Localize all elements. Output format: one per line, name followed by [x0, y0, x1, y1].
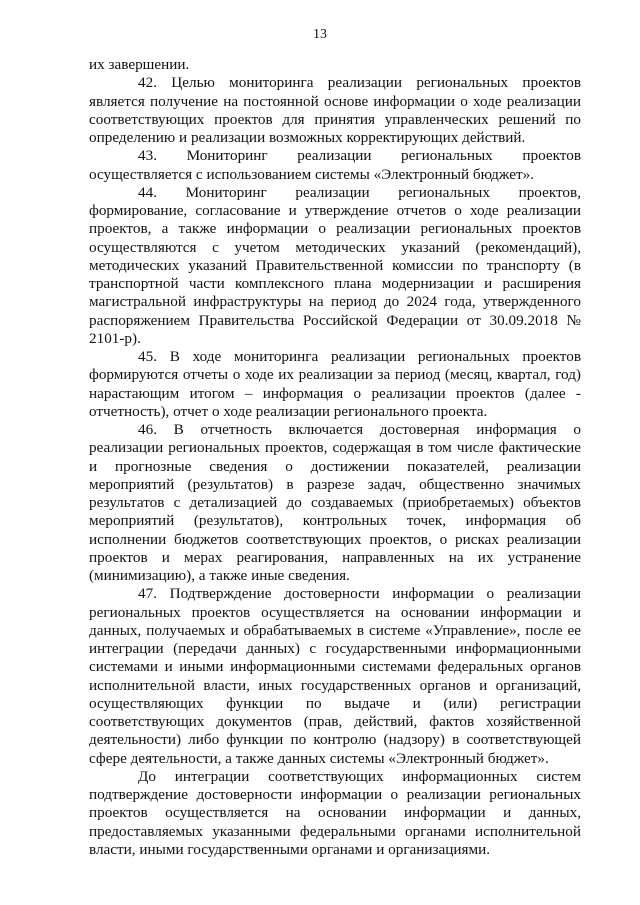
paragraph-47: 47. Подтверждение достоверности информации о реализации региональных проектов осуществляется на основании информации и данных, получаемых и обрабатываемых в системе «Управление», после ее интеграции (передачи данных) с государственными информационными системами и иными информационными системами федеральных органов исполнительной власти, иных государственных органов и организаций, осуществляющих функции по выдаче и (или) регистрации соответствующих документов (прав, действий, фактов хозяйственной деятельности) либо функции по контролю (надзору) в соответствующей сфере деятельности, а также данных системы «Электронный бюджет». — [89, 585, 581, 767]
paragraph-continuation: их завершении. — [89, 56, 190, 73]
page-number: 13 — [313, 27, 327, 42]
document-body — [89, 56, 581, 859]
paragraph-43: 43. Мониторинг реализации региональных проектов осуществляется с использованием системы «Электронный бюджет». — [89, 147, 581, 183]
paragraph-46: 46. В отчетность включается достоверная информация о реализации региональных проектов, содержащая в том числе фактические и прогнозные сведения о достижении показателей, реализации мероприятий (результатов) в разрезе задач, общественно значимых результатов с детализацией до создаваемых (приобретаемых) объектов мероприятий (результатов), контрольных точек, информация об исполнении бюджетов соответствующих проектов, о рисках реализации проектов и мерах реагирования, направленных на их устранение (минимизацию), а также иные сведения. — [89, 421, 581, 584]
paragraph-42: 42. Целью мониторинга реализации региональных проектов является получение на постоянной основе информации о ходе реализации соответствующих проектов для принятия управленческих решений по определению и реализации возможных корректирующих действий. — [89, 74, 581, 146]
paragraph-44: 44. Мониторинг реализации региональных проектов, формирование, согласование и утверждение отчетов о ходе реализации проектов, а также информации о реализации региональных проектов осуществляются с учетом методических указаний (рекомендаций), методических указаний Правительственной комиссии по транспорту (в транспортной части комплексного плана модернизации и расширения магистральной инфраструктуры на период до 2024 года, утвержденного распоряжением Правительства Российской Федерации от 30.09.2018 № 2101-р). — [89, 183, 581, 347]
paragraph-45: 45. В ходе мониторинга реализации региональных проектов формируются отчеты о ходе их реализации за период (месяц, квартал, год) нарастающим итогом – информация о реализации проектов (далее - отчетность), отчет о ходе реализации регионального проекта. — [89, 348, 581, 420]
paragraph-integration: До интеграции соответствующих информационных систем подтверждение достоверности информации о реализации региональных проектов осуществляется на основании информации и данных, предоставляемых указанными федеральными органами исполнительной власти, иными государственными органами и организациями. — [89, 767, 581, 858]
